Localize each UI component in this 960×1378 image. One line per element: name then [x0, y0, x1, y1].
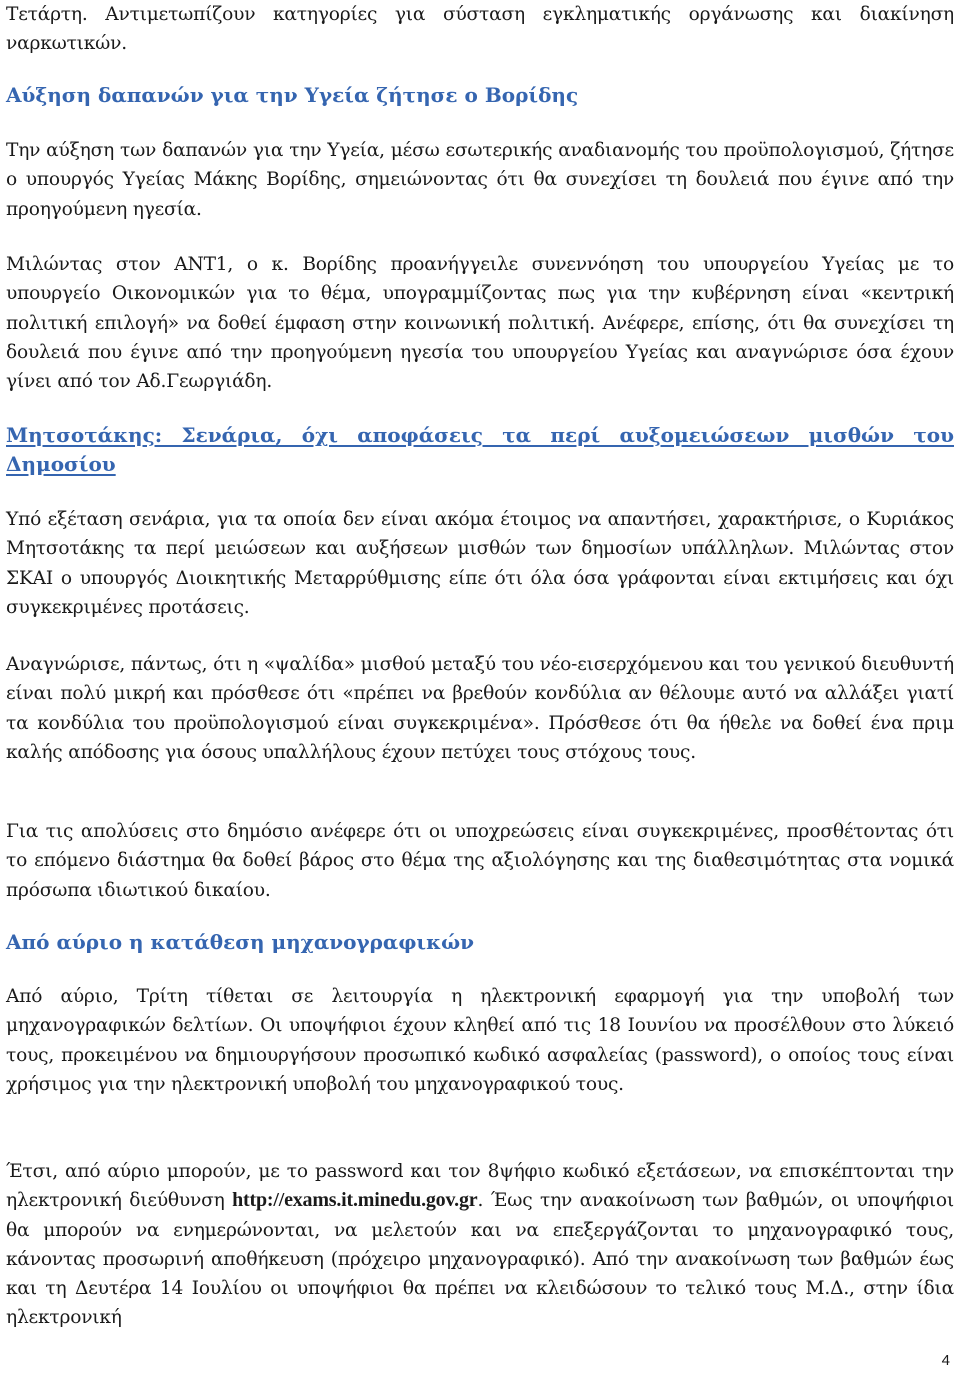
- heading-applications: Από αύριο η κατάθεση μηχανογραφικών: [6, 930, 475, 954]
- page-number: 4: [941, 1352, 950, 1369]
- heading-health-spending: Αύξηση δαπανών για την Υγεία ζήτησε ο Βορίδης: [6, 83, 579, 107]
- paragraph-health-1: Την αύξηση των δαπανών για την Υγεία, μέσω εσωτερικής αναδιανομής του προϋπολογισμού, ζήτησε ο υπουργός Υγείας Μάκης Βορίδης, σημειώνοντας ότι θα συνεχίσει τη δουλειά που έγινε από την προηγούμενη ηγεσία.: [6, 140, 954, 220]
- paragraph-text-start: Έτσι, από αύριο μπορούν, με το password και τον 8ψήφιο κωδικό εξετάσεων, να επισκέπτονται την ηλεκτρονική διεύθυνση: [6, 1161, 954, 1212]
- paragraph-mitsotakis-1: Υπό εξέταση σενάρια, για τα οποία δεν είναι ακόμα έτοιμος να απαντήσει, χαρακτήρισε, ο Κυριάκος Μητσοτάκης τα περί μειώσεων και αυξήσεων μισθών των δημοσίων υπάλληλων. Μιλώντας στον ΣΚΑΙ ο υπουργός Διοικητικής Μεταρρύθμισης είπε ότι όλα όσα γράφονται είναι εκτιμήσεις και όχι συγκεκριμένες προτάσεις.: [6, 509, 954, 618]
- intro-paragraph: Τετάρτη. Αντιμετωπίζουν κατηγορίες για σύσταση εγκληματικής οργάνωσης και διακίνηση ναρκωτικών.: [6, 4, 954, 55]
- paragraph-applications-2: [6, 1157, 954, 1333]
- paragraph-applications-1: Από αύριο, Τρίτη τίθεται σε λειτουργία η ηλεκτρονική εφαρμογή για την υποβολή των μηχανογραφικών δελτίων. Οι υποψήφιοι έχουν κληθεί από τις 18 Ιουνίου να προσέλθουν στο λύκειό τους, προκειμένου να δημιουργήσουν προσωπικό κωδικό ασφαλείας (password), ο οποίος τους είναι χρήσιμος για την ηλεκτρονική υποβολή του μηχανογραφικού τους.: [6, 986, 954, 1095]
- heading-mitsotakis: Μητσοτάκης: Σενάρια, όχι αποφάσεις τα περί αυξομειώσεων μισθών του Δημοσίου: [6, 423, 954, 477]
- exams-link[interactable]: http://exams.it.minedu.gov.gr: [232, 1189, 478, 1212]
- paragraph-health-2: Μιλώντας στον ΑΝΤ1, ο κ. Βορίδης προανήγγειλε συνεννόηση του υπουργείου Υγείας με το υπουργείο Οικονομικών για το θέμα, υπογραμμίζοντας πως για την κυβέρνηση είναι «κεντρική πολιτική επιλογή» να δοθεί έμφαση στην κοινωνική πολιτική. Ανέφερε, επίσης, ότι θα συνεχίσει τη δουλειά που έγινε από την προηγούμενη ηγεσία του υπουργείου Υγείας και αναγνώρισε όσα έχουν γίνει από τον Αδ.Γεωργιάδη.: [6, 254, 954, 393]
- paragraph-mitsotakis-2: Αναγνώρισε, πάντως, ότι η «ψαλίδα» μισθού μεταξύ του νέο-εισερχόμενου και του γενικού διευθυντή είναι πολύ μικρή και πρόσθεσε ότι «πρέπει να βρεθούν κονδύλια αν θέλουμε αυτό να αλλάξει γιατί τα κονδύλια του προϋπολογισμού είναι συγκεκριμένα». Πρόσθεσε ότι θα ήθελε να δοθεί ένα πριμ καλής απόδοσης για όσους υπαλλήλους έχουν πετύχει τους στόχους τους.: [6, 654, 954, 763]
- paragraph-mitsotakis-3: Για τις απολύσεις στο δημόσιο ανέφερε ότι οι υποχρεώσεις είναι συγκεκριμένες, προσθέτοντας ότι το επόμενο διάστημα θα δοθεί βάρος στο θέμα της αξιολόγησης και της διαθεσιμότητας στα νομικά πρόσωπα ιδιωτικού δικαίου.: [6, 821, 954, 901]
- paragraph-text-end: . Έως την ανακοίνωση των βαθμών, οι υποψήφιοι θα μπορούν να ενημερώνονται, να μελετούν και να επεξεργάζονται το μηχανογραφικό τους, κάνοντας προσωρινή αποθήκευση (πρόχειρο μηχανογραφικό). Από την ανακοίνωση των βαθμών έως και τη Δευτέρα 14 Ιουλίου οι υποψήφιοι θα πρέπει να κλειδώσουν το τελικό τους Μ.Δ., στην ίδια ηλεκτρονική: [6, 1190, 954, 1329]
